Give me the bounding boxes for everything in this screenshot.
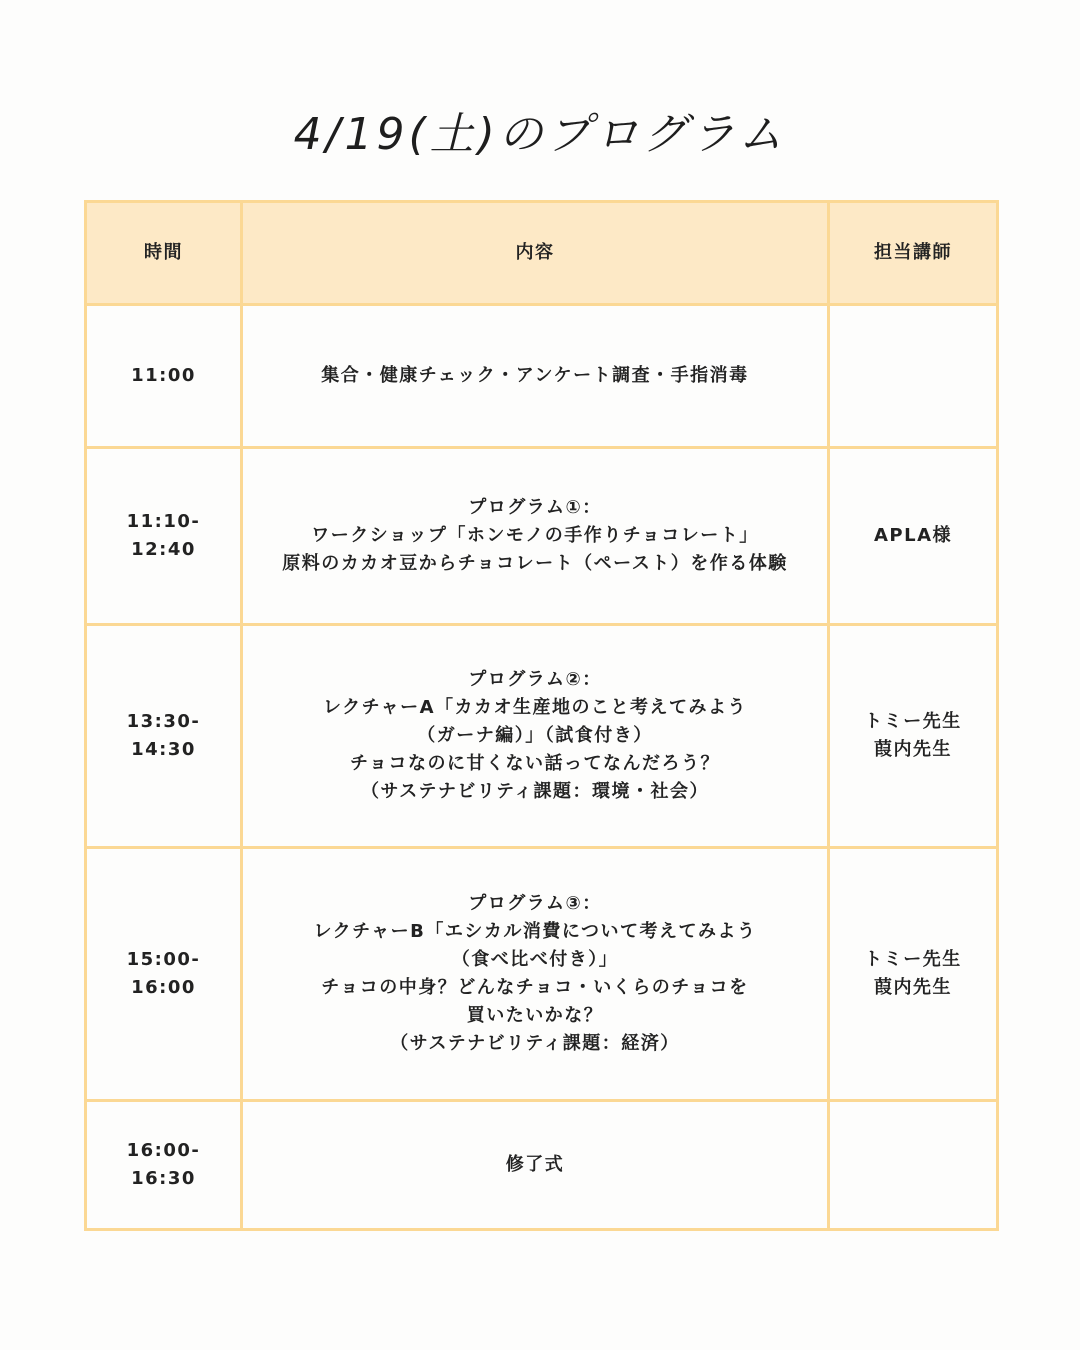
content-cell (242, 625, 829, 848)
time-text: 16:00 (131, 977, 196, 998)
content-text: チョコなのに甘くない話ってなんだろう？ (350, 753, 720, 774)
header-content: 内容 (242, 202, 829, 305)
table-row (86, 448, 998, 625)
page-title: 4/19(土)のプログラム (293, 109, 787, 160)
time-text: 11:10- (126, 511, 201, 532)
content-text: 集合・健康チェック・アンケート調査・手指消毒 (321, 365, 749, 386)
content-text: 修了式 (505, 1154, 565, 1175)
content-text: （サステナビリティ課題：経済） (390, 1033, 680, 1054)
teacher-text: APLA様 (873, 525, 953, 546)
content-text: 原料のカカオ豆からチョコレート（ペースト）を作る体験 (282, 553, 788, 574)
table-row (86, 1101, 998, 1230)
content-text: プログラム①： (468, 497, 602, 518)
teacher-text: 葭内先生 (874, 739, 952, 760)
header-time: 時間 (86, 202, 242, 305)
content-cell (242, 1101, 829, 1230)
header-teacher: 担当講師 (829, 202, 998, 305)
content-cell (242, 848, 829, 1101)
time-cell (86, 848, 242, 1101)
content-text: 買いたいかな？ (466, 1005, 604, 1026)
time-text: 12:40 (131, 539, 196, 560)
content-text: プログラム②： (468, 669, 602, 690)
content-text: プログラム③： (468, 893, 602, 914)
content-text: （サステナビリティ課題：環境・社会） (360, 781, 710, 802)
content-text: レクチャーB「エシカル消費について考えてみよう (313, 921, 757, 942)
content-text: ワークショップ「ホンモノの手作りチョコレート」 (311, 525, 759, 546)
time-text: 16:00- (126, 1140, 201, 1161)
table-row (86, 848, 998, 1101)
teacher-cell (829, 848, 998, 1101)
teacher-text: トミー先生 (864, 949, 962, 970)
teacher-cell (829, 1101, 998, 1230)
content-text: レクチャーA「カカオ生産地のこと考えてみよう (322, 697, 748, 718)
content-text: チョコの中身？どんなチョコ・いくらのチョコを (321, 977, 749, 998)
time-cell (86, 625, 242, 848)
time-cell (86, 448, 242, 625)
content-cell (242, 305, 829, 448)
teacher-cell (829, 625, 998, 848)
content-text: （ガーナ編）」（試食付き） (417, 725, 653, 746)
content-cell (242, 448, 829, 625)
teacher-text: 葭内先生 (874, 977, 952, 998)
program-table (84, 200, 999, 1231)
time-text: 14:30 (131, 739, 196, 760)
table-row (86, 625, 998, 848)
teacher-text: トミー先生 (864, 711, 962, 732)
content-text: （食べ比べ付き）」 (451, 949, 619, 970)
time-text: 15:00- (126, 949, 201, 970)
table-header-row (86, 202, 998, 305)
time-cell (86, 1101, 242, 1230)
teacher-cell (829, 305, 998, 448)
teacher-cell (829, 448, 998, 625)
time-cell (86, 305, 242, 448)
table-row (86, 305, 998, 448)
time-text: 16:30 (131, 1168, 196, 1189)
time-text: 13:30- (126, 711, 201, 732)
time-text: 11:00 (131, 365, 196, 386)
